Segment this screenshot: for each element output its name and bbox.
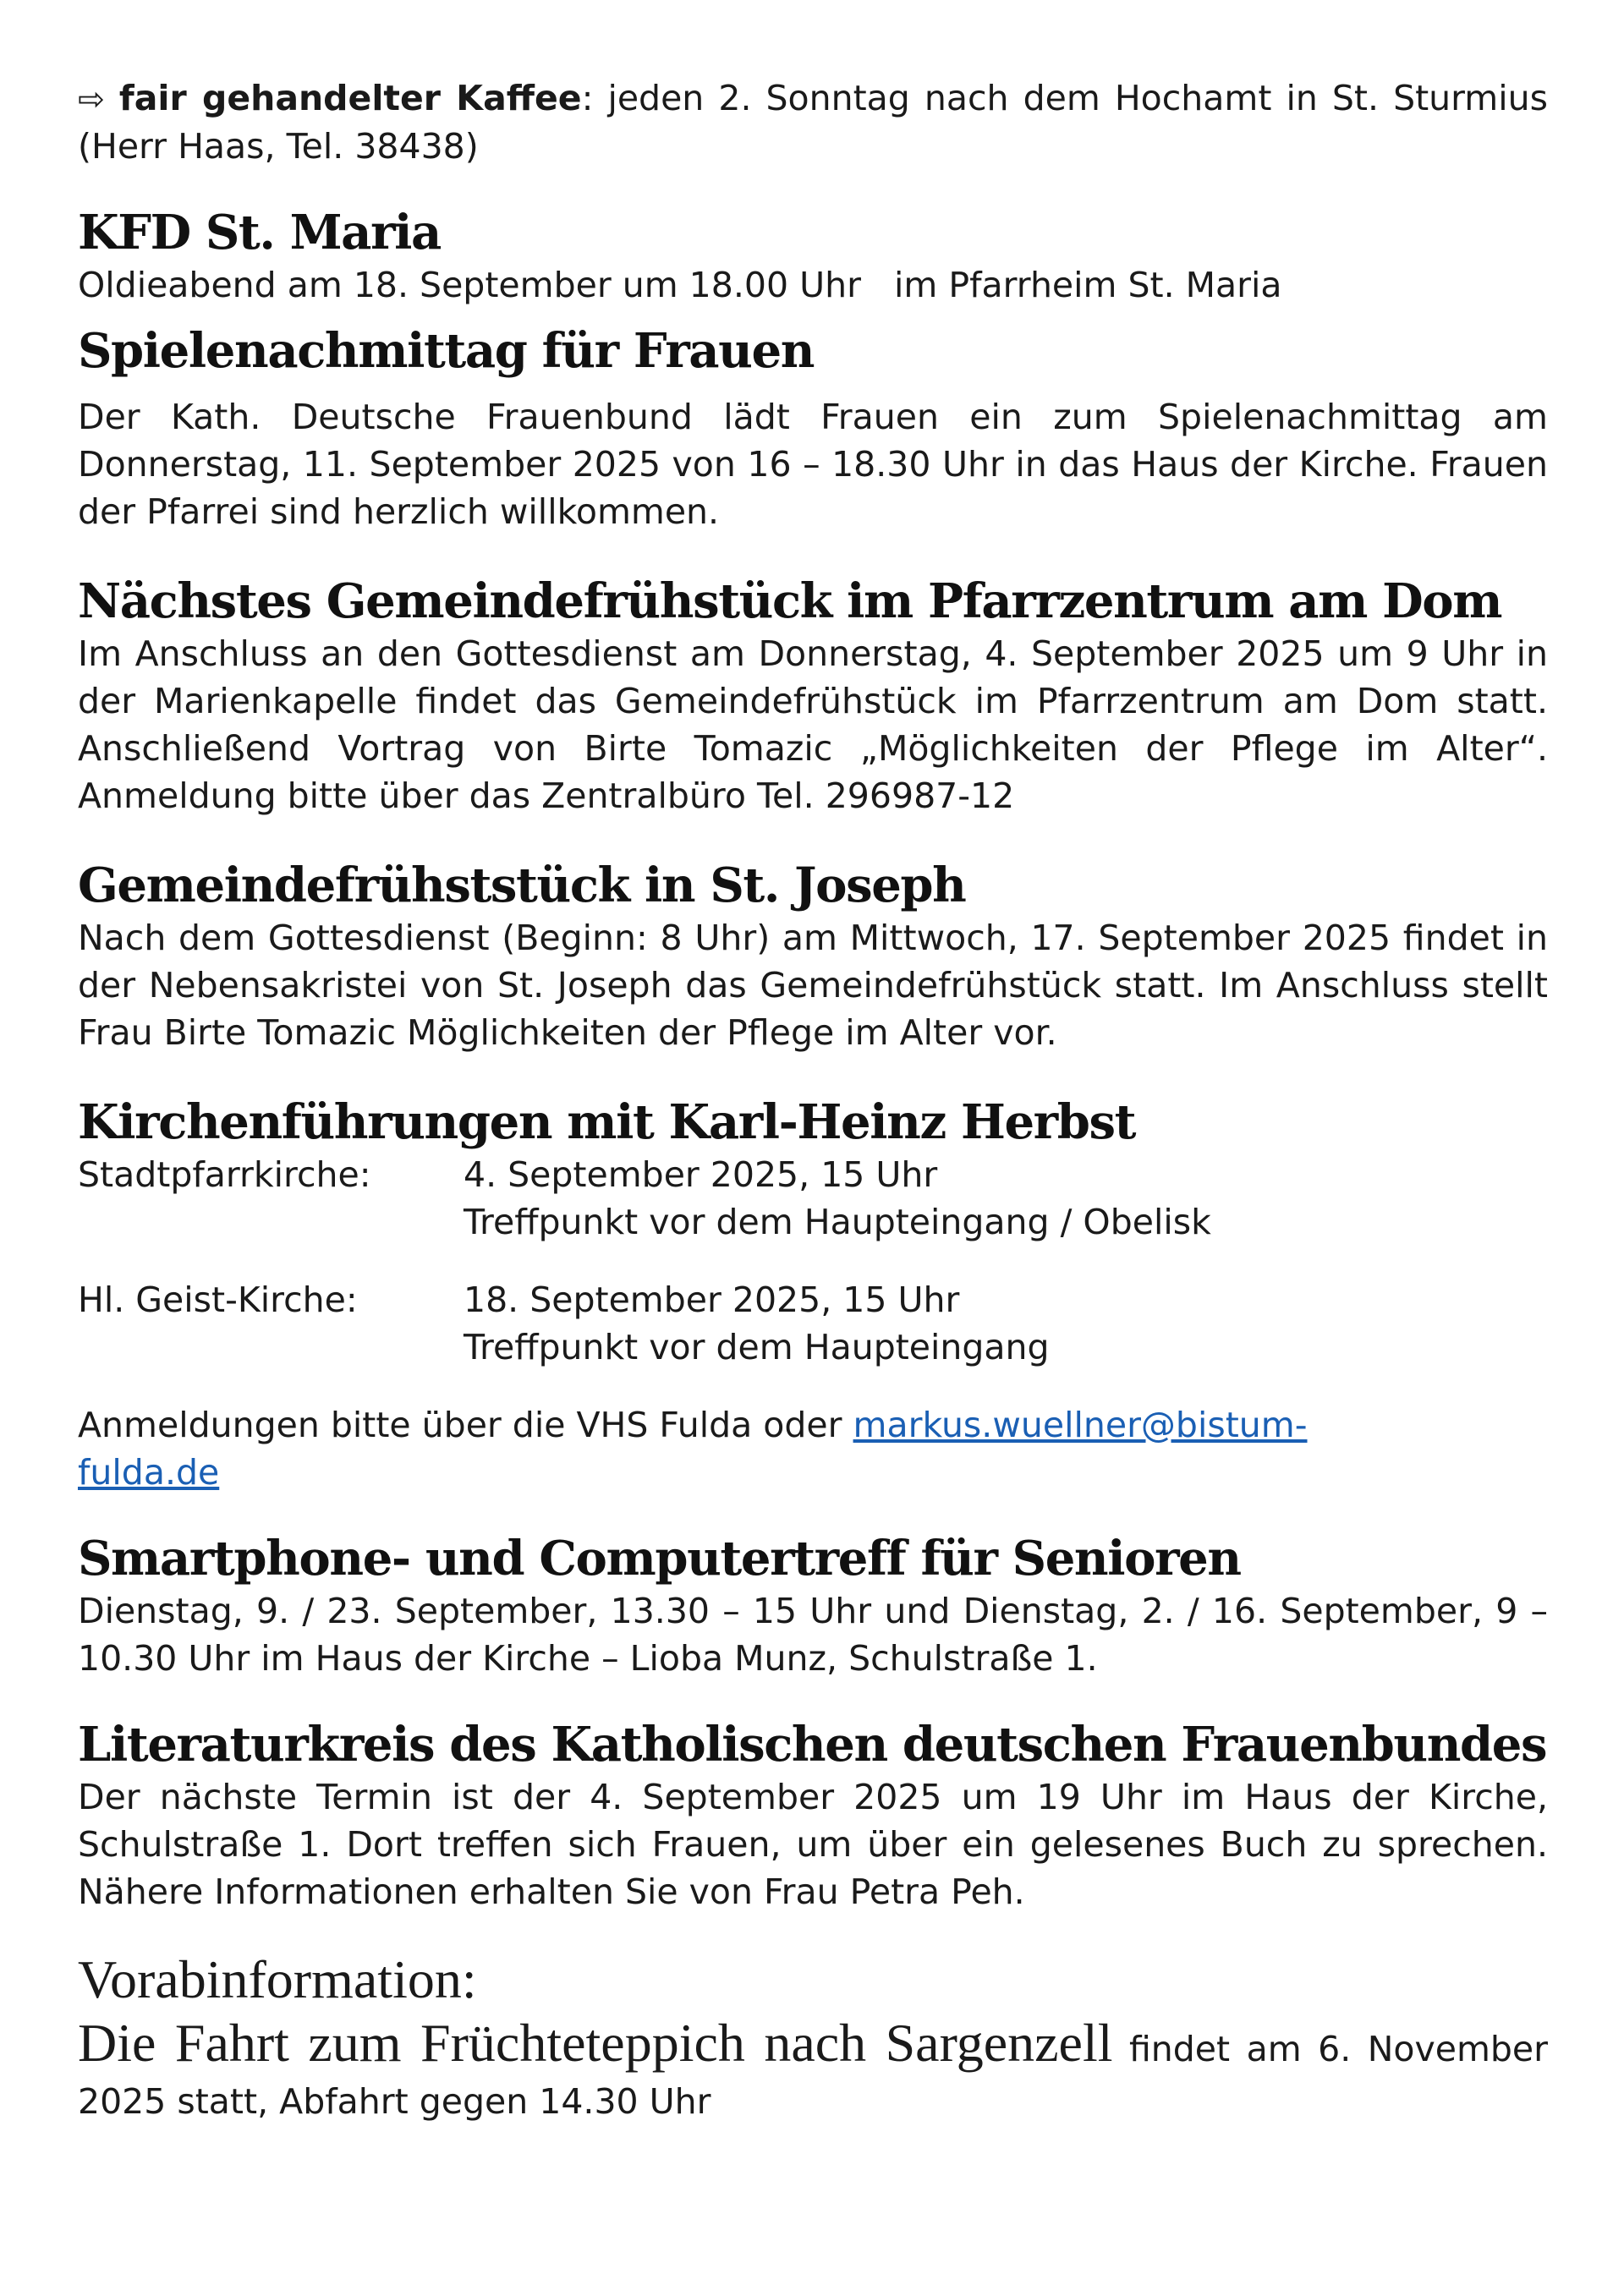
- fuehrung-meeting: Treffpunkt vor dem Haupteingang / Obelisk: [464, 1202, 1211, 1242]
- vorab-text: [78, 2013, 1548, 2128]
- content: [78, 74, 1548, 2128]
- spiele-text: Der Kath. Deutsche Frauenbund lädt Frauen ein zum Spielenachmittag am Donnerstag, 11. September 2025 von 16 – 18.30 Uhr in das Haus der Kirche. Frauen der Pfarrei sind herzlich willkommen.: [78, 397, 1548, 532]
- email-link[interactable]: markus.wuellner@bistum- fulda.de: [78, 1405, 1308, 1493]
- coffee-notice: [78, 74, 1548, 170]
- fuehrung-label: Hl. Geist-Kirche:: [78, 1280, 358, 1320]
- smartphone-text: Dienstag, 9. / 23. September, 13.30 – 15 Uhr und Dienstag, 2. / 16. September, 9 – 10.30 Uhr im Haus der Kirche – Lioba Munz, Schulstraße 1.: [78, 1591, 1548, 1679]
- literatur-text: Der nächste Termin ist der 4. September 2025 um 19 Uhr im Haus der Kirche, Schulstraße 1. Dort treffen sich Frauen, um über ein gelesenes Buch zu sprechen. Nähere Informationen erhalten Sie von Frau Petra Peh.: [78, 1777, 1548, 1912]
- kfd-text: Oldieabend am 18. September um 18.00 Uhr im Pfarrheim St. Maria: [78, 265, 1282, 305]
- coffee-bold: fair gehandelter Kaffee: [118, 78, 582, 118]
- smartphone-title: Smartphone- und Computertreff für Senioren: [78, 1531, 1241, 1586]
- registration-text: Anmeldungen bitte über die VHS Fulda oder: [78, 1405, 853, 1445]
- fruehstueck-dom-title: Nächstes Gemeindefrühstück im Pfarrzentrum am Dom: [78, 573, 1502, 629]
- arrow-right-icon: ⇨: [78, 80, 105, 118]
- kfd-title: KFD St. Maria: [78, 205, 441, 260]
- fuehrung-label: Stadtpfarrkirche:: [78, 1154, 371, 1195]
- spiele-title: Spielenachmittag für Frauen: [78, 323, 815, 379]
- fuehrung-entry-stadtpfarrkirche: [78, 1151, 1548, 1246]
- fuehrung-entry-hl-geist: [78, 1276, 1548, 1371]
- fruehstueck-dom-text: Im Anschluss an den Gottesdienst am Donnerstag, 4. September 2025 um 9 Uhr in der Marienkapelle findet das Gemeindefrühstück im Pfarrzentrum am Dom statt. Anschließend Vortrag von Birte Tomazic „Möglichkeiten der Pflege im Alter“. Anmeldung bitte über das Zentralbüro Tel. 296987-12: [78, 633, 1548, 816]
- vorab-big: Die Fahrt zum Früchteteppich nach Sargenzell: [78, 2013, 1113, 2073]
- fuehrungen-title: Kirchenführungen mit Karl-Heinz Herbst: [78, 1094, 1136, 1150]
- registration-note: [78, 1401, 1548, 1496]
- fruehstueck-joseph-title: Gemeindefrühststück in St. Joseph: [78, 858, 966, 913]
- fuehrung-meeting: Treffpunkt vor dem Haupteingang: [464, 1327, 1050, 1367]
- vorab-detail: findet am 6. November 2025 statt, Abfahrt gegen 14.30 Uhr: [78, 2029, 1548, 2122]
- coffee-text: : jeden 2. Sonntag nach dem Hochamt in St. Sturmius (Herr Haas, Tel. 38438): [78, 78, 1548, 167]
- fruehstueck-joseph-text: Nach dem Gottesdienst (Beginn: 8 Uhr) am Mittwoch, 17. September 2025 findet in der Nebensakristei von St. Joseph das Gemeindefrühstück statt. Im Anschluss stellt Frau Birte Tomazic Möglichkeiten der Pflege im Alter vor.: [78, 918, 1548, 1053]
- literatur-title: Literaturkreis des Katholischen deutschen Frauenbundes: [78, 1717, 1547, 1773]
- fuehrung-date: 18. September 2025, 15 Uhr: [464, 1280, 960, 1320]
- fuehrung-date: 4. September 2025, 15 Uhr: [464, 1154, 938, 1195]
- vorab-heading: Vorabinformation:: [78, 1949, 477, 2009]
